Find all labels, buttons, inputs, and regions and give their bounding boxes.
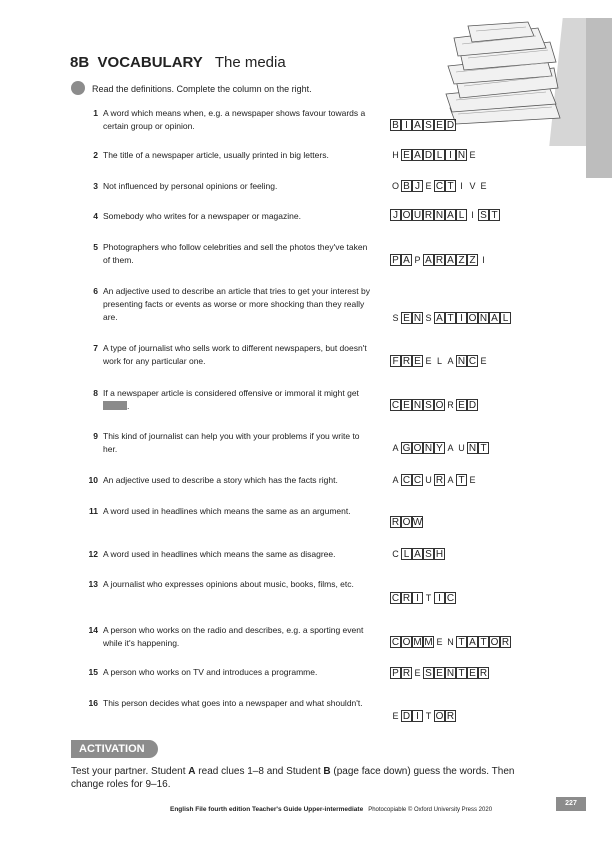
- letter-box: C: [435, 180, 444, 192]
- letter-box: N: [468, 442, 477, 454]
- letter-box: S: [423, 399, 434, 411]
- letter-box: A: [412, 548, 423, 560]
- letter: A: [447, 356, 454, 366]
- letter-box: A: [412, 119, 423, 131]
- answer-sensational: [390, 312, 511, 324]
- instruction-bullet-icon: [71, 81, 85, 95]
- letter: E: [414, 668, 421, 678]
- letter-box: A: [489, 312, 500, 324]
- letter-box: N: [457, 355, 466, 367]
- letter-box: S: [423, 119, 434, 131]
- clue-number: 8: [93, 388, 98, 398]
- footer: English File fourth edition Teacher's Guide Upper-intermediate Photocopiable © Oxford University Press 2020: [170, 806, 493, 813]
- clue-text: Not influenced by personal opinions or feeling.: [103, 181, 278, 191]
- letter-box: O: [435, 399, 444, 411]
- letter-box: L: [456, 209, 467, 221]
- letter-box: L: [434, 149, 445, 161]
- letter-box: I: [445, 149, 456, 161]
- letter: A: [447, 475, 454, 485]
- blank-highlight: [103, 401, 127, 410]
- letter-box: R: [446, 710, 455, 722]
- letter-box: D: [402, 710, 411, 722]
- letter-box: I: [412, 710, 423, 722]
- letter-box: O: [468, 312, 477, 324]
- letter-box: B: [390, 119, 401, 131]
- letter: E: [425, 356, 432, 366]
- letter: I: [482, 255, 485, 265]
- letter: E: [469, 475, 476, 485]
- clue-number: 12: [88, 549, 98, 559]
- answer-accurate: [390, 474, 478, 486]
- letter-box: E: [456, 399, 467, 411]
- answer-agonyaunt: [390, 442, 489, 454]
- letter-box: E: [434, 119, 445, 131]
- letter-box: C: [391, 636, 400, 648]
- clue-number: 9: [93, 431, 98, 441]
- letter: O: [391, 181, 399, 191]
- letter: S: [425, 313, 432, 323]
- letter: N: [447, 637, 454, 647]
- letter-box: Y: [434, 442, 445, 454]
- letter-box: R: [402, 667, 411, 679]
- letter-box: F: [390, 355, 401, 367]
- letter: E: [480, 181, 487, 191]
- answer-paparazzi: [390, 254, 489, 266]
- letter-box: A: [467, 636, 478, 648]
- decorative-band-edge: [586, 18, 612, 178]
- letter-box: A: [445, 254, 456, 266]
- clue-number: 16: [88, 698, 98, 708]
- letter-box: I: [401, 119, 412, 131]
- letter-box: A: [434, 312, 445, 324]
- letter-box: O: [402, 209, 411, 221]
- answer-objective: [390, 180, 489, 192]
- activation-text: Test your partner. Student A read clues 1–8 and Student B (page face down) guess the words. Then change roles for 9–16.: [71, 766, 515, 790]
- letter-box: J: [390, 209, 401, 221]
- page-title: 8B VOCABULARY The media: [70, 54, 286, 71]
- letter: T: [425, 593, 432, 603]
- letter-box: B: [401, 180, 412, 192]
- clue-number: 6: [93, 286, 98, 296]
- letter-box: D: [424, 149, 433, 161]
- answer-censored: [390, 399, 478, 411]
- letter-box: L: [401, 548, 412, 560]
- letter: T: [425, 711, 432, 721]
- letter-box: I: [412, 592, 423, 604]
- answer-critic: [390, 592, 456, 604]
- letter: U: [458, 443, 465, 453]
- letter: S: [392, 313, 399, 323]
- letter-box: O: [490, 636, 499, 648]
- clue-text: A type of journalist who sells work to different newspapers, but doesn't work for any particular one.: [103, 343, 367, 366]
- clue-text: A journalist who expresses opinions about music, books, films, etc.: [103, 579, 354, 589]
- letter-box: P: [390, 667, 401, 679]
- letter-box: S: [478, 209, 489, 221]
- letter-box: E: [401, 149, 412, 161]
- letter: R: [447, 400, 454, 410]
- letter-box: N: [424, 442, 433, 454]
- clue-text: Photographers who follow celebrities and sell the photos they've taken of them.: [103, 242, 368, 265]
- clue-text: A person who works on TV and introduces a programme.: [103, 667, 318, 677]
- letter-box: G: [402, 442, 411, 454]
- clue-number: 11: [89, 506, 98, 516]
- letter-box: Z: [467, 254, 478, 266]
- letter-box: R: [479, 667, 488, 679]
- letter-box: R: [424, 209, 433, 221]
- clue-text: An adjective used to describe a story which has the facts right.: [103, 475, 338, 485]
- letter-box: I: [434, 592, 445, 604]
- clue-number: 14: [88, 625, 98, 635]
- letter-box: T: [489, 209, 500, 221]
- letter-box: C: [413, 474, 422, 486]
- letter-box: N: [446, 667, 455, 679]
- letter-box: E: [412, 355, 423, 367]
- clue-text: A word which means when, e.g. a newspaper shows favour towards a certain group or opinion.: [103, 108, 366, 131]
- clue-text: A word used in headlines which means the same as disagree.: [103, 549, 336, 559]
- answer-clash: [390, 548, 445, 560]
- letter: I: [471, 210, 474, 220]
- letter-box: A: [412, 149, 423, 161]
- letter: E: [480, 356, 487, 366]
- clue-number: 10: [88, 475, 98, 485]
- letter-box: C: [468, 355, 477, 367]
- letter-box: A: [401, 254, 412, 266]
- clue-number: 15: [88, 667, 98, 677]
- clue-text: Somebody who writes for a newspaper or magazine.: [103, 211, 301, 221]
- letter-box: T: [445, 180, 456, 192]
- clue-text: This person decides what goes into a newspaper and what shouldn't.: [103, 698, 363, 708]
- clue-number: 4: [93, 211, 98, 221]
- clue-text: The title of a newspaper article, usually printed in big letters.: [103, 150, 329, 160]
- clue-number: 13: [88, 579, 98, 589]
- letter-box: N: [413, 399, 422, 411]
- letter-box: E: [401, 399, 412, 411]
- letter-box: S: [423, 548, 434, 560]
- clue-number: 1: [93, 108, 98, 118]
- answer-freelance: [390, 355, 489, 367]
- activation-label: ACTIVATION: [71, 740, 158, 758]
- letter: E: [469, 150, 476, 160]
- letter-box: R: [501, 636, 510, 648]
- letter-box: E: [467, 667, 478, 679]
- letter-box: C: [402, 474, 411, 486]
- letter-box: S: [423, 667, 434, 679]
- clue-text: If a newspaper article is considered offensive or immoral it might get .: [103, 388, 359, 411]
- letter-box: A: [445, 209, 456, 221]
- letter-box: M: [424, 636, 433, 648]
- letter-box: I: [456, 312, 467, 324]
- clue-text: This kind of journalist can help you with your problems if you write to her.: [103, 431, 360, 454]
- letter: A: [447, 443, 454, 453]
- letter-box: T: [456, 636, 467, 648]
- letter-box: C: [446, 592, 455, 604]
- clue-text: A person who works on the radio and describes, e.g. a sporting event while it's happening.: [103, 625, 364, 648]
- letter-box: C: [391, 592, 400, 604]
- answer-presenter: [390, 667, 489, 679]
- letter-box: C: [391, 399, 400, 411]
- answer-row: [390, 516, 423, 528]
- newspaper-stack-image: [442, 20, 570, 126]
- clue-text: A word used in headlines which means the same as an argument.: [103, 506, 351, 516]
- letter: E: [436, 637, 443, 647]
- letter-box: O: [402, 636, 411, 648]
- letter-box: A: [423, 254, 434, 266]
- letter-box: R: [435, 474, 444, 486]
- letter-box: O: [413, 442, 422, 454]
- letter: U: [425, 475, 432, 485]
- letter-box: T: [445, 312, 456, 324]
- letter: A: [392, 475, 399, 485]
- instruction-text: Read the definitions. Complete the column on the right.: [92, 84, 312, 94]
- letter-box: R: [391, 516, 400, 528]
- letter: E: [392, 711, 399, 721]
- answer-editor: [390, 710, 456, 722]
- letter-box: H: [435, 548, 444, 560]
- letter-box: N: [457, 149, 466, 161]
- letter-box: U: [413, 209, 422, 221]
- letter-box: R: [402, 592, 411, 604]
- letter-box: L: [500, 312, 511, 324]
- letter: A: [392, 443, 399, 453]
- letter-box: N: [479, 312, 488, 324]
- answer-journalist: [390, 209, 500, 221]
- letter-box: R: [435, 254, 444, 266]
- letter-box: O: [402, 516, 411, 528]
- letter-box: Z: [456, 254, 467, 266]
- letter: L: [436, 356, 442, 366]
- letter: E: [425, 181, 432, 191]
- letter-box: P: [390, 254, 401, 266]
- clue-number: 3: [93, 181, 98, 191]
- letter-box: E: [434, 667, 445, 679]
- letter-box: J: [412, 180, 423, 192]
- letter: I: [460, 181, 463, 191]
- letter-box: W: [412, 516, 423, 528]
- clue-number: 5: [93, 242, 98, 252]
- clue-number: 2: [93, 150, 98, 160]
- letter-box: T: [478, 636, 489, 648]
- letter: P: [414, 255, 421, 265]
- letter-box: D: [446, 119, 455, 131]
- letter-box: T: [456, 667, 467, 679]
- answer-commentator: [390, 636, 511, 648]
- answer-headline: [390, 149, 478, 161]
- letter-box: O: [435, 710, 444, 722]
- clue-number: 7: [93, 343, 98, 353]
- letter-box: M: [413, 636, 422, 648]
- letter-box: N: [435, 209, 444, 221]
- clue-text: An adjective used to describe an article that tries to get your interest by presenting facts or events as worse or more shocking than they really are.: [103, 286, 370, 322]
- letter-box: R: [402, 355, 411, 367]
- letter-box: E: [401, 312, 412, 324]
- page-number: 227: [556, 797, 586, 811]
- letter: V: [469, 181, 476, 191]
- letter: H: [392, 150, 399, 160]
- answer-biased: [390, 119, 456, 131]
- letter-box: N: [413, 312, 422, 324]
- letter-box: T: [478, 442, 489, 454]
- letter: C: [392, 549, 399, 559]
- letter-box: D: [468, 399, 477, 411]
- letter-box: T: [456, 474, 467, 486]
